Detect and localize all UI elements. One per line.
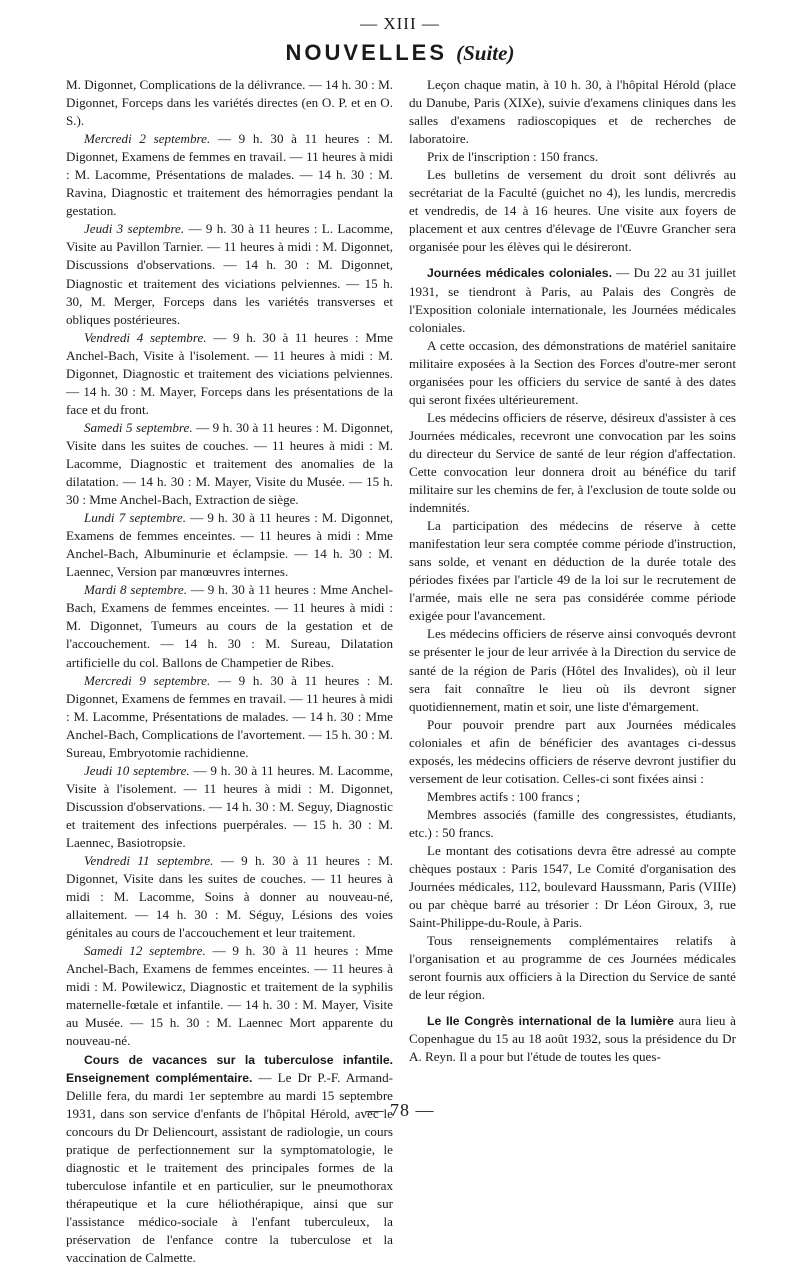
- day-label: Jeudi 3 septembre.: [84, 221, 185, 237]
- cours-text: — Le Dr P.-F. Armand-Delille fera, du mardi 1er septembre au mardi 15 septembre 1931, dans son service d'enfants de l'hôpital Hérold, avec le concours du Dr Deliencourt, assistant de radiologie, un cours pratique de perfectionnement sur la symptomatologie, le diagnostic et le traitement des principales formes de la tuberculose infantile et en particulier, sur le pneumothorax thérapeutique et la cure héliothérapique, ainsi que sur l'assistance médico-sociale à l'enfant tuberculeux, la préservation de l'enfance contre la tuberculose et la vaccination de Calmette.: [66, 1069, 394, 1266]
- journees-text: Pour pouvoir prendre part aux Journées médicales coloniales et afin de bénéficier des avantages ci-dessus exposés, les médecins officiers de réserve devront justifier du versement de leur cotisation. Celles-ci sont fixées ainsi :: [409, 716, 736, 786]
- title-text: NOUVELLES: [285, 40, 447, 65]
- program-entry: Jeudi 3 septembre. — 9 h. 30 à 11 heures : L. Lacomme, Visite au Pavillon Tarnier. — 11 heures à midi : M. Digonnet, Discussions d'observations. — 14 h. 30 : M. Digonnet, Diagnostic et traitement des viciations pelviennes. — 15 h. 30, M. Merger, Forceps dans les variétés transverses et obliques postérieures.: [66, 221, 393, 327]
- day-label: Vendredi 4 septembre.: [84, 329, 207, 345]
- journees-text: Le montant des cotisations devra être adressé au compte chèques postaux : Paris 1547, Le Comité d'organisation des Journées médicales, 112, boulevard Haussmann, Paris (VIIIe) ou par chèque barré au trésorier : Dr Léon Giroux, 3, rue Saint-Philippe-du-Roule, à Paris.: [409, 842, 736, 931]
- day-label: Mardi 8 septembre.: [84, 582, 188, 598]
- journees-text: Les médecins officiers de réserve, désireux d'assister à ces Journées médicales, recevront une convocation par les soins du directeur du Service de santé de leur région d'affectation. Cette convocation leur donnera droit au bénéfice du tarif militaire sur les chemins de fer, à l'exclusion de toute solde ou indemnités.: [409, 409, 736, 516]
- journees-heading: Journées médicales coloniales.: [427, 266, 612, 281]
- journees-paragraph: Journées médicales coloniales. — Du 22 au 31 juillet 1931, se tiendront à Paris, au Palais des Congrès de l'Exposition coloniale internationale, les Journées médicales coloniales.: [409, 265, 736, 335]
- cours-heading: Cours de vacances sur la tuberculose infantile. Enseignement complémentaire.: [66, 1052, 393, 1085]
- journees-text: A cette occasion, des démonstrations de matériel sanitaire militaire exposées à la Section des Forces d'outre-mer seront organisées pour les officiers du service de santé à des dates qui seront fixées ultérieurement.: [409, 337, 736, 407]
- journees-text: Les médecins officiers de réserve ainsi convoqués devront se présenter le jour de leur arrivée à la Direction du service de santé de la région de Paris (Hôtel des Invalides), où il leur sera fait connaître le lieu où ils devront signer quotidiennement, matin et soir, une liste d'émargement.: [409, 626, 736, 714]
- left-column: [66, 76, 393, 1267]
- program-entry: M. Digonnet, Complications de la délivrance. — 14 h. 30 : M. Digonnet, Forceps dans les variétés directes (en O. P. et en O. S.).: [66, 77, 393, 129]
- page-roman-numeral: — XIII —: [360, 14, 440, 33]
- program-entry: Samedi 12 septembre. — 9 h. 30 à 11 heures : Mme Anchel-Bach, Examens de femmes enceintes. — 11 heures à midi : M. Powilewicz, Diagnostic et traitement de la syphilis maternelle-fœtale et infantile. — 14 h. 30 : M. Mayer, Visite au Musée. — 15 h. 30 : M. Laennec Mort apparente du nouveau-né.: [66, 943, 393, 1049]
- program-entry: Samedi 5 septembre. — 9 h. 30 à 11 heures : M. Digonnet, Visite dans les suites de couches. — 11 heures à midi : M. Lacomme, Diagnostic et traitement des anomalies de la dilatation. — 14 h. 30 : M. Mayer, Visite du Musée. — 15 h. 30 : Mme Anchel-Bach, Extraction de siège.: [66, 419, 393, 508]
- program-entry: Mercredi 9 septembre. — 9 h. 30 à 11 heures : M. Digonnet, Examens de femmes en travail. — 11 heures à midi : M. Lacomme, Présentations de malades. — 14 h. 30 : Mme Anchel-Bach, Complications de l'avortement. — 15 h. 30 : M. Sureau, Embryotomie rachidienne.: [66, 672, 393, 760]
- program-entry: Vendredi 4 septembre. — 9 h. 30 à 11 heures : Mme Anchel-Bach, Visite à l'isolement. — 11 heures à midi : M. Digonnet, Diagnostic et traitement des viciations pelviennes. — 14 h. 30 : M. Mayer, Forceps dans les présentations de la face et du front.: [66, 329, 393, 417]
- congres-heading: Le IIe Congrès international de la lumière: [427, 1014, 674, 1029]
- program-entry: Mercredi 2 septembre. — 9 h. 30 à 11 heures : M. Digonnet, Examens de femmes en travail. — 11 heures à midi : M. Lacomme, Présentations de malades. — 14 h. 30 : M. Ravina, Diagnostic et traitement des hémorragies pendant la gestation.: [66, 131, 393, 219]
- page-title: [0, 40, 800, 66]
- journees-text: Tous renseignements complémentaires relatifs à l'organisation et au programme de ces Journées médicales seront fournis aux officiers à la Direction du Service de santé de leur région.: [409, 933, 736, 1003]
- day-label: Jeudi 10 septembre.: [84, 762, 190, 778]
- cours-bulletins: Les bulletins de versement du droit sont délivrés au secrétariat de la Faculté (guichet no 4), les lundis, mercredis et vendredis, de 14 à 16 heures. Une visite aux foyers de placement et aux centres d'élevage de l'Œuvre Grancher sera organisée pour les élèves qui le désireront.: [409, 167, 736, 255]
- day-label: Samedi 12 septembre.: [84, 943, 206, 959]
- title-suffix: (Suite): [456, 41, 515, 65]
- membres-actifs: Membres actifs : 100 francs ;: [427, 788, 581, 804]
- congres-paragraph: Le IIe Congrès international de la lumière aura lieu à Copenhague du 15 au 18 août 1932, sous la présidence du Dr A. Reyn. Il a pour but l'étude de toutes les ques-: [409, 1013, 736, 1065]
- program-entry: Vendredi 11 septembre. — 9 h. 30 à 11 heures : M. Digonnet, Visite dans les suites de couches. — 11 heures à midi : M. Lacomme, Soins à donner au nouveau-né, allaitement. — 14 h. 30 : M. Séguy, Lésions des voies génitales au cours de l'accouchement et leur traitement.: [66, 853, 393, 941]
- program-entry: Jeudi 10 septembre. — 9 h. 30 à 11 heures. M. Lacomme, Visite à l'isolement. — 11 heures à midi : M. Digonnet, Discussion d'observations. — 14 h. 30 : M. Seguy, Diagnostic et traitement des infections puerpérales. — 15 h. 30 : M. Laennec, Basiotropsie.: [66, 762, 393, 850]
- journees-text: La participation des médecins de réserve à cette manifestation leur sera comptée comme période d'instruction, sans solde, et venant en déduction de la durée totale des périodes fixées par l'article 49 de la loi sur le recrutement de l'armée, mais elle ne sera pas considérée comme période exigée pour l'avancement.: [409, 518, 736, 624]
- day-label: Samedi 5 septembre.: [84, 419, 193, 435]
- day-label: Vendredi 11 septembre.: [84, 853, 214, 869]
- right-column: [409, 76, 736, 1067]
- day-label: Lundi 7 septembre.: [84, 510, 186, 526]
- cours-prix: Prix de l'inscription : 150 francs.: [427, 149, 599, 165]
- day-label: Mercredi 9 septembre.: [84, 672, 211, 688]
- cours-paragraph: [66, 1051, 393, 1267]
- program-entry: Lundi 7 septembre. — 9 h. 30 à 11 heures : M. Digonnet, Examens de femmes enceintes. — 11 heures à midi : Mme Anchel-Bach, Albuminurie et éclampsie. — 14 h. 30 : M. Laennec, Version par manœuvres internes.: [66, 510, 393, 580]
- membres-associes: Membres associés (famille des congressistes, étudiants, etc.) : 50 francs.: [409, 806, 736, 840]
- cours-lecon: Leçon chaque matin, à 10 h. 30, à l'hôpital Hérold (place du Danube, Paris (XIXe), suivie d'examens cliniques dans les salles d'examens radioscopiques et de recherches de laboratoire.: [409, 77, 736, 147]
- program-entry: Mardi 8 septembre. — 9 h. 30 à 11 heures : Mme Anchel-Bach, Examens de femmes enceintes. — 11 heures à midi : M. Digonnet, Tumeurs au cours de la gestation et de l'accouchement. — 14 h. 30 : M. Sureau, Dilatation artificielle du col. Ballons de Champetier de Ribes.: [66, 582, 394, 670]
- day-label: Mercredi 2 septembre.: [84, 131, 211, 147]
- page-number: — 78 —: [365, 1100, 435, 1120]
